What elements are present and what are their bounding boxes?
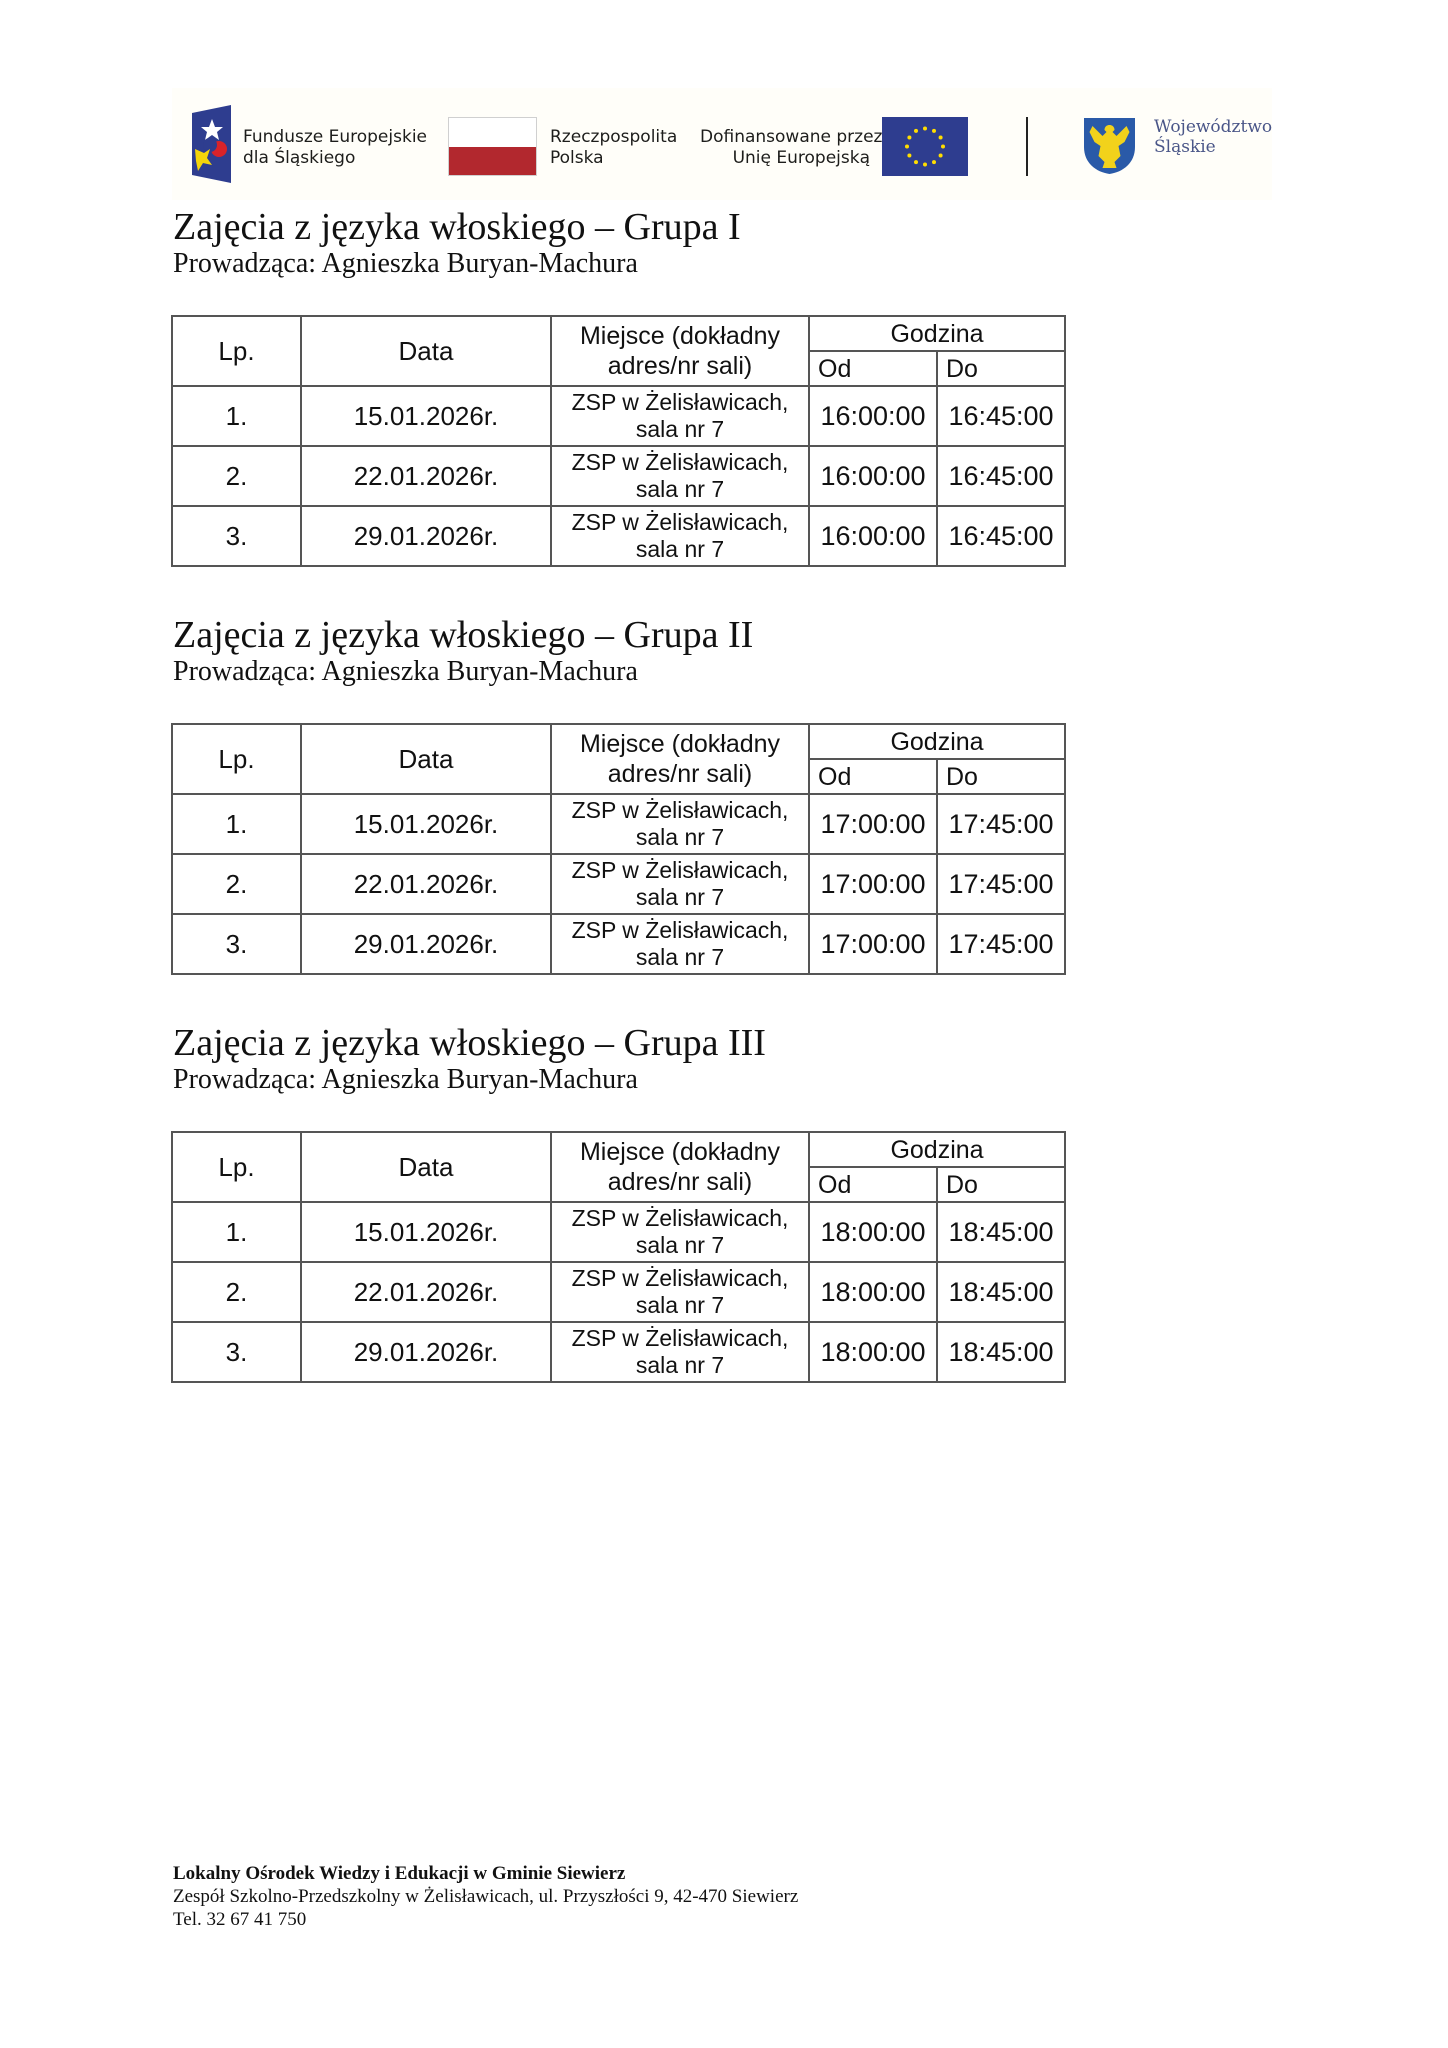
eu-star-icon [907,154,911,158]
header-do: Do [937,759,1065,794]
table-row [172,794,1065,854]
row-place [551,914,809,974]
row-place-line2: sala nr 7 [635,1352,725,1378]
row-time-do: 17:45:00 [937,794,1065,854]
table-header-row [172,316,1065,351]
header-godzina: Godzina [809,316,1065,351]
row-place [551,1202,809,1262]
footer-phone: Tel. 32 67 41 750 [173,1909,307,1930]
silesian-eagle-shield-icon [1083,117,1136,175]
table-header-row [172,1132,1065,1167]
eu-star-icon [923,163,927,167]
header-godzina: Godzina [809,1132,1065,1167]
row-place-line1: ZSP w Żelisławicach, [571,857,789,883]
section-instructor: Prowadząca: Agnieszka Buryan-Machura [173,248,638,279]
table-row [172,1322,1065,1382]
table-row [172,386,1065,446]
header-godzina: Godzina [809,724,1065,759]
rp-line1: Rzeczpospolita [550,127,678,147]
row-date: 15.01.2026r. [301,1202,551,1262]
eu-star-icon [932,129,936,133]
footer-address: Zespół Szkolno-Przedszkolny w Żelisławicach, ul. Przyszłości 9, 42-470 Siewierz [173,1886,799,1907]
row-place [551,1322,809,1382]
schedule-table [171,723,1066,975]
section-title: Zajęcia z języka włoskiego – Grupa I [173,206,741,248]
row-place [551,1262,809,1322]
row-time-od: 16:00:00 [809,506,937,566]
eu-star-icon [914,160,918,164]
row-place-line2: sala nr 7 [635,824,725,850]
header-miejsce [551,1132,809,1202]
row-time-do: 16:45:00 [937,386,1065,446]
table-header-row [172,724,1065,759]
eu-star-icon [939,136,943,140]
header-miejsce-line1: Miejsce (dokładny [579,322,781,350]
row-lp: 1. [172,794,301,854]
table-row [172,914,1065,974]
row-time-do: 18:45:00 [937,1322,1065,1382]
row-time-od: 16:00:00 [809,446,937,506]
header-miejsce-line2: adres/nr sali) [607,352,753,380]
header-data: Data [301,1132,551,1202]
eu-star-icon [914,129,918,133]
section-instructor: Prowadząca: Agnieszka Buryan-Machura [173,656,638,687]
row-place-line2: sala nr 7 [635,944,725,970]
eu-star-icon [923,127,927,131]
header-od: Od [809,351,937,386]
row-lp: 2. [172,446,301,506]
header-lp: Lp. [172,316,301,386]
eu-star-icon [932,160,936,164]
row-place [551,506,809,566]
table-row [172,446,1065,506]
row-place-line1: ZSP w Żelisławicach, [571,797,789,823]
section-title: Zajęcia z języka włoskiego – Grupa II [173,614,754,656]
table-row [172,1262,1065,1322]
row-place-line1: ZSP w Żelisławicach, [571,1265,789,1291]
header-miejsce-line1: Miejsce (dokładny [579,730,781,758]
polish-flag-icon [448,117,537,176]
eu-star-icon [905,145,909,149]
row-time-do: 16:45:00 [937,446,1065,506]
row-place-line1: ZSP w Żelisławicach, [571,917,789,943]
row-date: 22.01.2026r. [301,854,551,914]
header-od: Od [809,1167,937,1202]
fe-line2: dla Śląskiego [243,148,356,168]
row-date: 15.01.2026r. [301,386,551,446]
header-od: Od [809,759,937,794]
row-place [551,794,809,854]
header-data: Data [301,316,551,386]
row-place-line2: sala nr 7 [635,1292,725,1318]
row-place-line2: sala nr 7 [635,476,725,502]
row-place [551,446,809,506]
row-lp: 2. [172,854,301,914]
row-time-do: 17:45:00 [937,854,1065,914]
eu-line2: Unię Europejską [732,148,870,168]
header-do: Do [937,351,1065,386]
header-miejsce [551,724,809,794]
eu-star-icon [941,145,945,149]
row-time-do: 18:45:00 [937,1202,1065,1262]
row-lp: 3. [172,506,301,566]
logo-divider [1026,117,1028,176]
row-lp: 1. [172,386,301,446]
section-instructor: Prowadząca: Agnieszka Buryan-Machura [173,1064,638,1095]
header-miejsce-line2: adres/nr sali) [607,760,753,788]
header-do: Do [937,1167,1065,1202]
row-date: 29.01.2026r. [301,1322,551,1382]
eu-star-icon [939,154,943,158]
wojewodztwo-slaskie-text [1154,117,1272,157]
header-lp: Lp. [172,1132,301,1202]
table-row [172,854,1065,914]
row-place-line1: ZSP w Żelisławicach, [571,1325,789,1351]
woj-line2: Śląskie [1154,137,1216,157]
header-miejsce-line2: adres/nr sali) [607,1168,753,1196]
row-lp: 1. [172,1202,301,1262]
row-date: 29.01.2026r. [301,914,551,974]
row-place [551,386,809,446]
row-place-line1: ZSP w Żelisławicach, [571,1205,789,1231]
row-place-line2: sala nr 7 [635,536,725,562]
eu-star-icon [907,136,911,140]
row-time-do: 16:45:00 [937,506,1065,566]
row-date: 22.01.2026r. [301,446,551,506]
row-lp: 3. [172,1322,301,1382]
row-time-od: 18:00:00 [809,1262,937,1322]
section-title: Zajęcia z języka włoskiego – Grupa III [173,1022,766,1064]
woj-line1: Województwo [1154,117,1273,137]
row-lp: 3. [172,914,301,974]
row-time-do: 17:45:00 [937,914,1065,974]
row-place-line2: sala nr 7 [635,884,725,910]
header-miejsce-line1: Miejsce (dokładny [579,1138,781,1166]
row-time-od: 18:00:00 [809,1202,937,1262]
fundusze-europejskie-logo-icon [192,105,231,183]
row-time-od: 17:00:00 [809,854,937,914]
fundusze-europejskie-text [243,127,427,169]
rp-line2: Polska [550,148,604,168]
eu-line1: Dofinansowane przez [700,127,883,147]
eu-funding-text [700,127,883,169]
row-lp: 2. [172,1262,301,1322]
header-data: Data [301,724,551,794]
row-time-od: 17:00:00 [809,794,937,854]
row-time-do: 18:45:00 [937,1262,1065,1322]
row-time-od: 16:00:00 [809,386,937,446]
row-place [551,854,809,914]
row-date: 29.01.2026r. [301,506,551,566]
row-date: 22.01.2026r. [301,1262,551,1322]
fe-line1: Fundusze Europejskie [243,127,427,147]
eu-flag-icon [882,117,968,176]
table-row [172,1202,1065,1262]
row-place-line1: ZSP w Żelisławicach, [571,389,789,415]
row-place-line2: sala nr 7 [635,416,725,442]
footer-organization: Lokalny Ośrodek Wiedzy i Edukacji w Gminie Siewierz [173,1863,626,1884]
schedule-table [171,315,1066,567]
row-time-od: 17:00:00 [809,914,937,974]
header-miejsce [551,316,809,386]
header-lp: Lp. [172,724,301,794]
row-date: 15.01.2026r. [301,794,551,854]
row-place-line1: ZSP w Żelisławicach, [571,449,789,475]
table-row [172,506,1065,566]
footer [173,1862,798,1931]
row-place-line1: ZSP w Żelisławicach, [571,509,789,535]
schedule-table [171,1131,1066,1383]
row-place-line2: sala nr 7 [635,1232,725,1258]
row-time-od: 18:00:00 [809,1322,937,1382]
rzeczpospolita-polska-text [550,127,677,169]
